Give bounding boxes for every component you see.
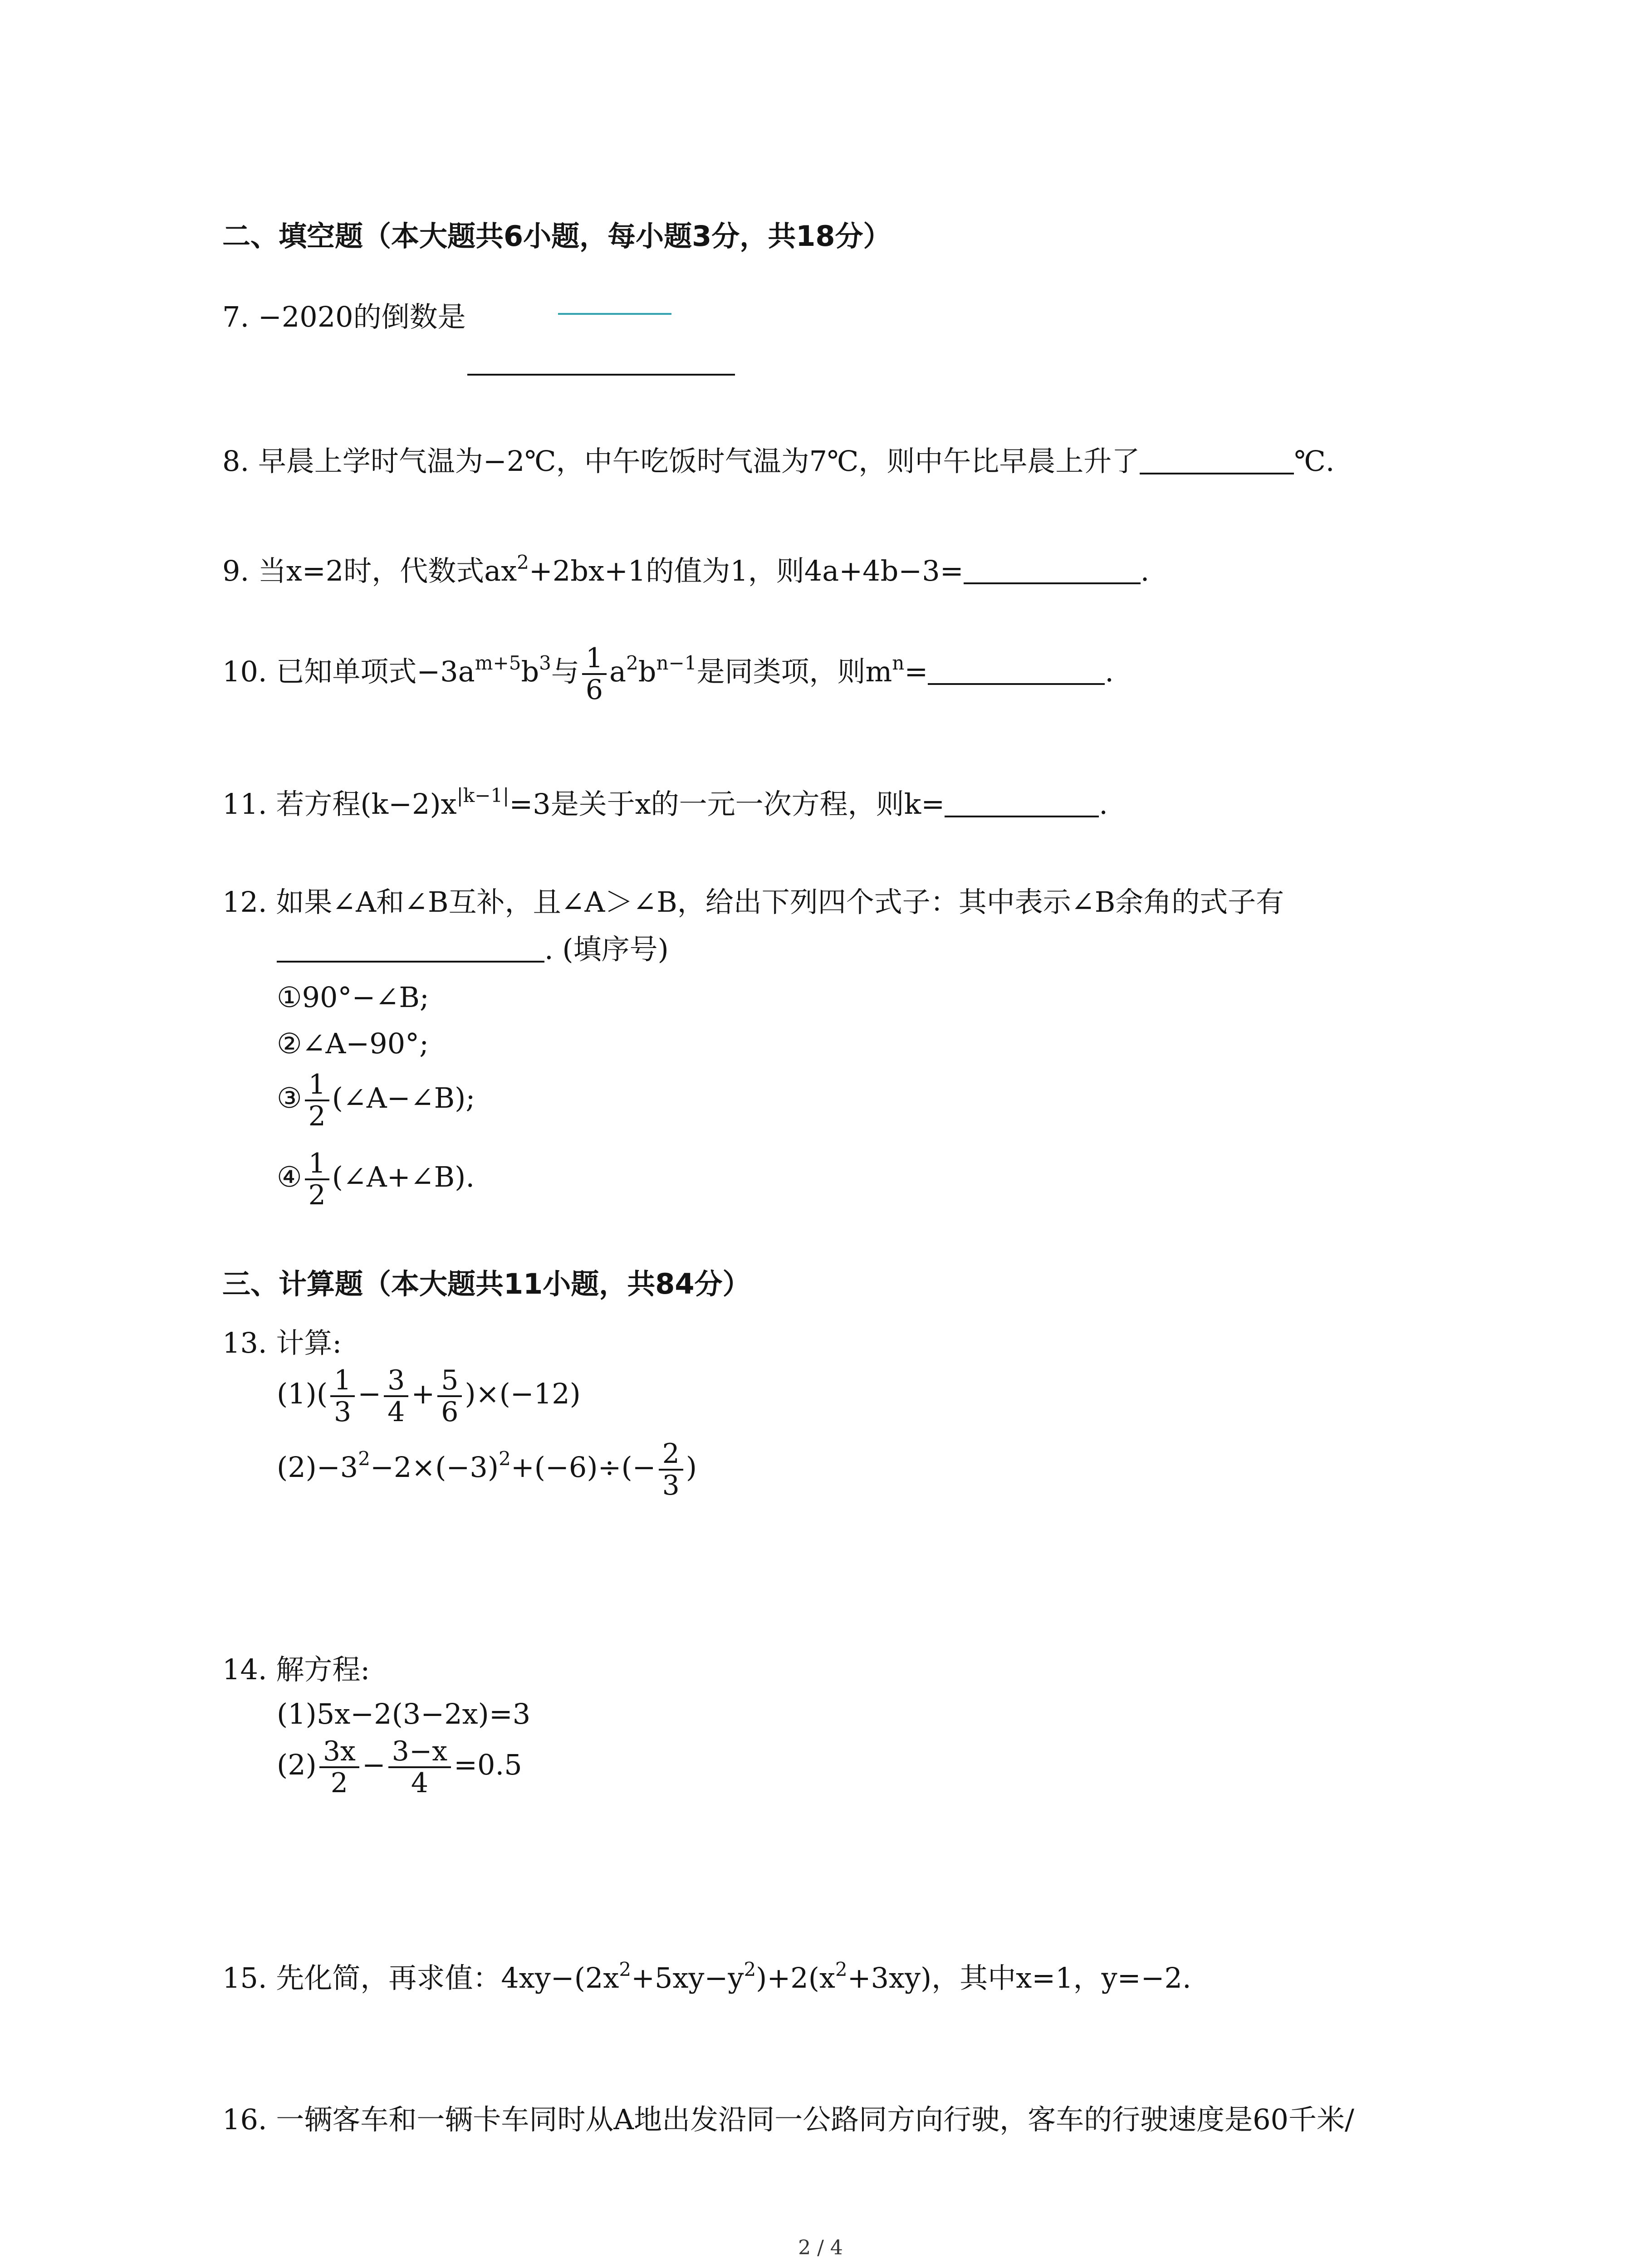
fraction-denominator: 2 xyxy=(308,1100,326,1132)
question-suffix: . xyxy=(1099,787,1108,821)
expr-part: +(−6)÷(− xyxy=(510,1451,656,1484)
expr-part: (∠A−∠B); xyxy=(332,1081,475,1115)
question-14 xyxy=(222,1653,370,1686)
expr-part: 已知单项式−3a xyxy=(276,655,475,689)
expr-part: +2bx+1的值为1，则4a+4b−3= xyxy=(529,554,964,587)
section-2-title: 二、填空题（本大题共6小题，每小题3分，共18分） xyxy=(222,220,892,253)
expr-part: 与 xyxy=(551,655,579,689)
question-14-part-1: (1)5x−2(3−2x)=3 xyxy=(277,1697,531,1730)
operator: + xyxy=(411,1377,435,1411)
fraction-denominator: 4 xyxy=(387,1396,405,1428)
question-suffix: ℃. xyxy=(1294,445,1335,478)
question-suffix: . xyxy=(1105,655,1114,689)
exponent: m+5 xyxy=(475,652,521,675)
fraction-denominator: 3 xyxy=(662,1470,680,1501)
exponent: n−1 xyxy=(656,652,697,675)
question-12 xyxy=(222,885,1284,919)
question-12-blank-line xyxy=(277,933,669,966)
question-suffix: . (填序号) xyxy=(544,933,669,966)
question-number: 15. xyxy=(222,1961,267,1994)
question-number: 9. xyxy=(222,554,250,587)
expr-part: (2) xyxy=(277,1748,317,1782)
fraction-denominator: 2 xyxy=(308,1179,326,1211)
fraction-numerator: 3 xyxy=(384,1365,408,1397)
expr-part: (∠A+∠B). xyxy=(332,1160,475,1194)
question-number: 14. xyxy=(222,1653,267,1686)
question-16 xyxy=(222,2103,1354,2136)
question-text: −2020的倒数是 xyxy=(258,300,466,333)
answer-blank-q9[interactable] xyxy=(964,555,1141,584)
option-marker: ③ xyxy=(277,1081,302,1115)
option-2: ②∠A−90°; xyxy=(277,1027,429,1060)
question-10 xyxy=(222,643,1114,705)
expr-part: =3是关于x的一元一次方程，则k= xyxy=(509,787,945,821)
fraction-numerator: 1 xyxy=(582,643,607,675)
expr-part: b xyxy=(521,655,539,689)
fraction-denominator: 4 xyxy=(411,1767,429,1799)
fraction-denominator: 3 xyxy=(334,1396,352,1428)
fraction xyxy=(305,1149,329,1210)
exponent: 2 xyxy=(517,551,529,573)
question-13-part-1 xyxy=(277,1365,581,1427)
exponent: 2 xyxy=(358,1447,370,1470)
question-8 xyxy=(222,445,1335,478)
operator: − xyxy=(358,1377,382,1411)
expr-part: )+2(x xyxy=(756,1961,835,1994)
expr-part: 先化简，再求值：4xy−(2x xyxy=(276,1961,619,1994)
question-number: 16. xyxy=(222,2103,267,2136)
exponent: 2 xyxy=(626,652,638,675)
expr-part: ) xyxy=(686,1451,697,1484)
fraction-numerator: 2 xyxy=(659,1439,683,1471)
question-14-part-2 xyxy=(277,1736,522,1798)
exponent: |k−1| xyxy=(456,784,509,807)
fraction xyxy=(388,1736,451,1798)
question-number: 10. xyxy=(222,655,267,689)
fraction-numerator: 5 xyxy=(437,1365,462,1397)
question-number: 7. xyxy=(222,300,250,333)
expr-part: (2)−3 xyxy=(277,1451,358,1484)
expr-part: 当x=2时，代数式ax xyxy=(258,554,517,587)
expr-part: 若方程(k−2)x xyxy=(276,787,457,821)
fraction xyxy=(384,1365,408,1427)
fraction-denominator: 2 xyxy=(330,1767,348,1799)
section-3-title: 三、计算题（本大题共11小题，共84分） xyxy=(222,1267,751,1300)
fraction xyxy=(659,1439,683,1501)
exponent: 2 xyxy=(619,1958,632,1980)
answer-blank-teal[interactable] xyxy=(558,313,671,315)
page-number: 2 / 4 xyxy=(798,2236,843,2259)
operator: − xyxy=(362,1748,386,1782)
question-7 xyxy=(222,300,466,333)
question-suffix: . xyxy=(1140,554,1150,587)
expr-part: +3xy)，其中x=1，y=−2. xyxy=(847,1961,1191,1994)
question-text: 一辆客车和一辆卡车同时从A地出发沿同一公路同方向行驶，客车的行驶速度是60千米/ xyxy=(276,2103,1354,2136)
expr-part: a xyxy=(609,655,627,689)
expr-part: = xyxy=(904,655,928,689)
question-text: 计算: xyxy=(276,1326,342,1359)
answer-blank-q7[interactable] xyxy=(467,374,735,376)
option-marker: ④ xyxy=(277,1160,302,1194)
fraction xyxy=(319,1736,359,1798)
fraction-numerator: 3−x xyxy=(388,1736,451,1768)
exponent: 2 xyxy=(744,1958,756,1980)
question-text: 早晨上学时气温为−2℃，中午吃饭时气温为7℃，则中午比早晨上升了 xyxy=(258,445,1140,478)
fraction xyxy=(582,643,607,705)
fraction xyxy=(437,1365,462,1427)
question-13 xyxy=(222,1326,342,1359)
expr-part: −2×(−3) xyxy=(370,1451,499,1484)
answer-blank-q11[interactable] xyxy=(945,788,1099,817)
answer-blank-q10[interactable] xyxy=(928,656,1105,685)
expr-part: (1)( xyxy=(277,1377,328,1411)
fraction xyxy=(305,1070,329,1131)
fraction xyxy=(330,1365,355,1427)
exponent: 2 xyxy=(499,1447,511,1470)
question-number: 12. xyxy=(222,885,267,919)
fraction-denominator: 6 xyxy=(441,1396,459,1428)
fraction-numerator: 1 xyxy=(305,1070,329,1101)
expr-part: +5xy−y xyxy=(631,1961,744,1994)
question-number: 11. xyxy=(222,787,267,821)
fraction-numerator: 3x xyxy=(319,1736,359,1768)
option-1: ①90°−∠B; xyxy=(277,981,429,1014)
fraction-numerator: 1 xyxy=(305,1149,329,1180)
answer-blank-q12[interactable] xyxy=(277,934,544,963)
exponent: n xyxy=(892,652,905,675)
exponent: 2 xyxy=(835,1958,847,1980)
answer-blank-q8[interactable] xyxy=(1140,445,1294,474)
fraction-numerator: 1 xyxy=(330,1365,355,1397)
expr-part: =0.5 xyxy=(454,1748,522,1782)
question-number: 13. xyxy=(222,1326,267,1359)
question-text: 如果∠A和∠B互补，且∠A＞∠B，给出下列四个式子：其中表示∠B余角的式子有 xyxy=(276,885,1284,919)
expr-part: )×(−12) xyxy=(465,1377,581,1411)
expr-part: b xyxy=(638,655,656,689)
question-9 xyxy=(222,551,1150,587)
option-3 xyxy=(277,1070,475,1131)
question-15 xyxy=(222,1958,1191,1994)
question-number: 8. xyxy=(222,445,250,478)
fraction-denominator: 6 xyxy=(585,674,603,706)
question-11 xyxy=(222,784,1108,821)
question-text: 解方程: xyxy=(276,1653,370,1686)
option-4 xyxy=(277,1149,475,1210)
exponent: 3 xyxy=(539,652,551,675)
expr-part: 是同类项，则m xyxy=(696,655,892,689)
question-13-part-2 xyxy=(277,1439,697,1501)
